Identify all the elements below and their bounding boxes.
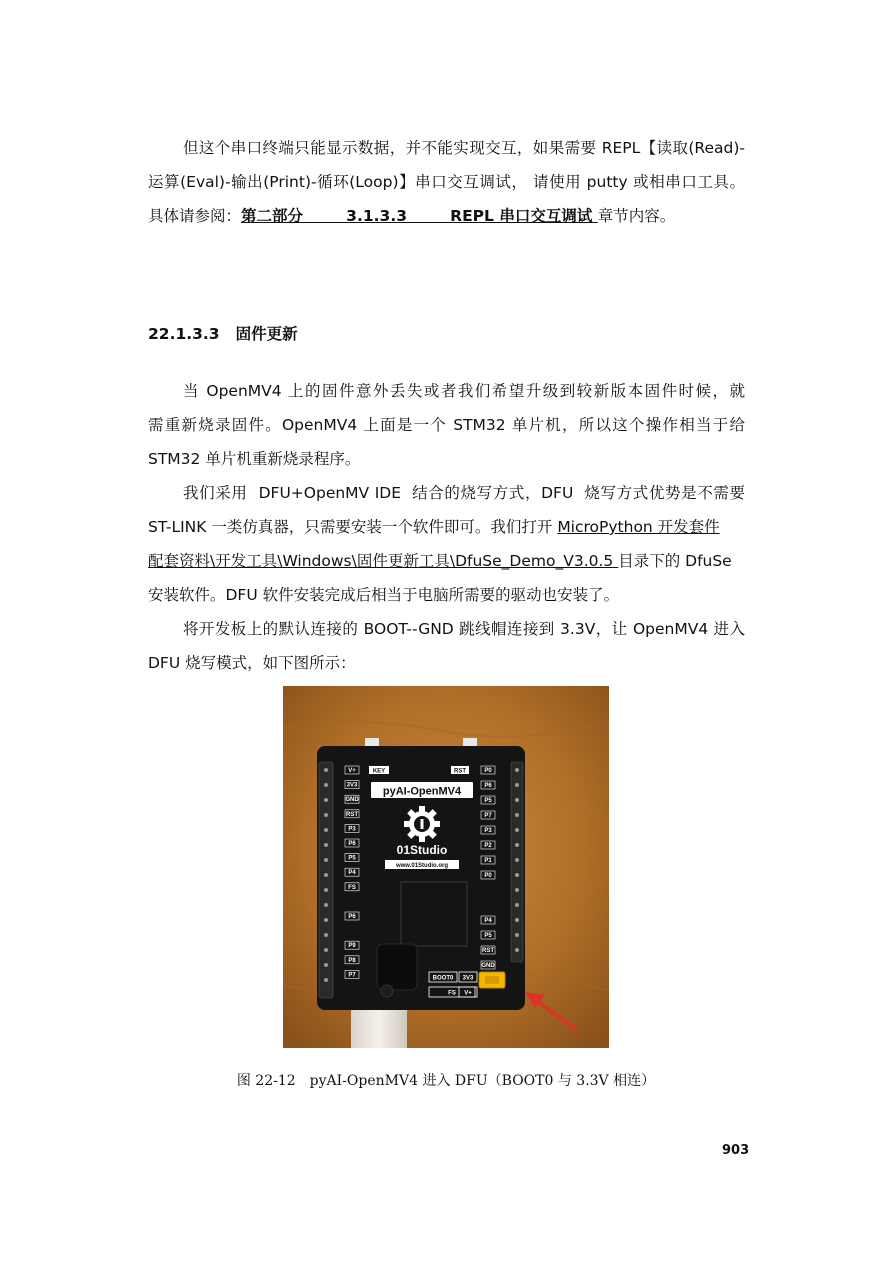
brand-name: 01Studio	[396, 843, 448, 857]
section-title: 固件更新	[235, 325, 298, 343]
brand-url: www.01Studio.org	[395, 863, 449, 869]
pin-label: 3V3	[346, 782, 358, 789]
pin-label: RST	[482, 948, 494, 954]
pin-label: FS	[348, 884, 356, 891]
pin-label: P5	[348, 855, 356, 862]
text-fragment: ST-LINK 一类仿真器，只需要安装一个软件即可。我们打开	[148, 518, 558, 536]
cross-reference-link[interactable]: 第二部分 3.1.3.3 REPL 串口交互调试	[241, 207, 598, 225]
pin-label: P6	[484, 783, 492, 789]
section-heading	[148, 322, 298, 344]
text-line: 但这个串口终端只能显示数据，并不能实现交互，如果需要 REPL【读取(Read)-	[183, 139, 745, 157]
pin-label: P5	[484, 798, 492, 804]
text-line: 需重新烧录固件。OpenMV4 上面是一个 STM32 单片机，所以这个操作相当于给	[148, 416, 745, 434]
pin-label: P1	[484, 858, 492, 864]
paragraph-repl-note	[148, 131, 745, 233]
pin-label: P9	[348, 943, 356, 950]
gear-logo-icon	[404, 806, 440, 842]
text-line: 我们采用 DFU+OpenMV IDE 结合的烧写方式，DFU 烧写方式优势是不需要	[183, 484, 745, 502]
pin-label: P5	[484, 933, 492, 939]
figure-caption-text: pyAI-OpenMV4 进入 DFU（BOOT0 与 3.3V 相连）	[309, 1073, 656, 1089]
pin-label: V+	[348, 768, 356, 774]
fs-label: FS	[448, 990, 456, 997]
path-link[interactable]: MicroPython 开发套件	[557, 518, 720, 536]
pin-label: P3	[348, 826, 356, 833]
figure-caption	[0, 1070, 892, 1090]
key-label: KEY	[372, 768, 386, 775]
pin-label: GND	[481, 963, 495, 969]
text-fragment: 目录下的 DfuSe	[618, 552, 732, 570]
pin-label: P7	[348, 972, 356, 979]
vplus-label: V+	[464, 990, 472, 997]
pin-label: RST	[346, 811, 358, 818]
section-number: 22.1.3.3	[148, 325, 220, 343]
pin-label: P0	[484, 873, 492, 879]
board-photo-svg	[283, 686, 609, 1048]
path-link[interactable]: 配套资料\开发工具\Windows\固件更新工具\DfuSe_Demo_V3.0.5	[148, 552, 619, 570]
paragraph-boot-jumper	[148, 612, 745, 680]
paragraph-firmware-intro	[148, 374, 745, 476]
board-photo	[283, 686, 609, 1048]
pin-label: P7	[484, 813, 492, 819]
text-line: DFU 烧写模式，如下图所示：	[148, 654, 356, 672]
pin-label: P6	[348, 841, 356, 847]
pin-label: P2	[484, 843, 492, 849]
board-title: pyAI-OpenMV4	[382, 785, 462, 798]
pin-label: P3	[484, 828, 492, 834]
text-line: 将开发板上的默认连接的 BOOT--GND 跳线帽连接到 3.3V，让 OpenMV4 进入	[183, 620, 745, 638]
figure-number: 图 22-12	[236, 1073, 296, 1089]
v33-label: 3V3	[462, 975, 474, 982]
text-fragment: 章节内容。	[597, 207, 676, 225]
text-line: 运算(Eval)-输出(Print)-循环(Loop)】串口交互调试， 请使用 putty 或相串口工具。	[148, 173, 745, 191]
text-line: 安装软件。DFU 软件安装完成后相当于电脑所需要的驱动也安装了。	[148, 586, 620, 604]
pin-label: P4	[348, 870, 356, 877]
text-line	[148, 510, 745, 544]
rst-label: RST	[454, 768, 466, 775]
text-line: 当 OpenMV4 上的固件意外丢失或者我们希望升级到较新版本固件时候，就	[183, 382, 745, 400]
pin-label: P4	[484, 918, 492, 924]
boot0-label: BOOT0	[432, 975, 454, 982]
text-line	[148, 199, 745, 233]
text-line	[148, 544, 745, 578]
paragraph-dfu-method	[148, 476, 745, 612]
pin-label: P0	[484, 768, 492, 774]
page-number: 903	[722, 1143, 750, 1158]
pin-label: P6	[348, 914, 356, 920]
text-line: STM32 单片机重新烧录程序。	[148, 450, 361, 468]
pin-label: P8	[348, 957, 356, 964]
pin-label: GND	[345, 797, 359, 804]
text-fragment: 具体请参阅：	[148, 207, 242, 225]
